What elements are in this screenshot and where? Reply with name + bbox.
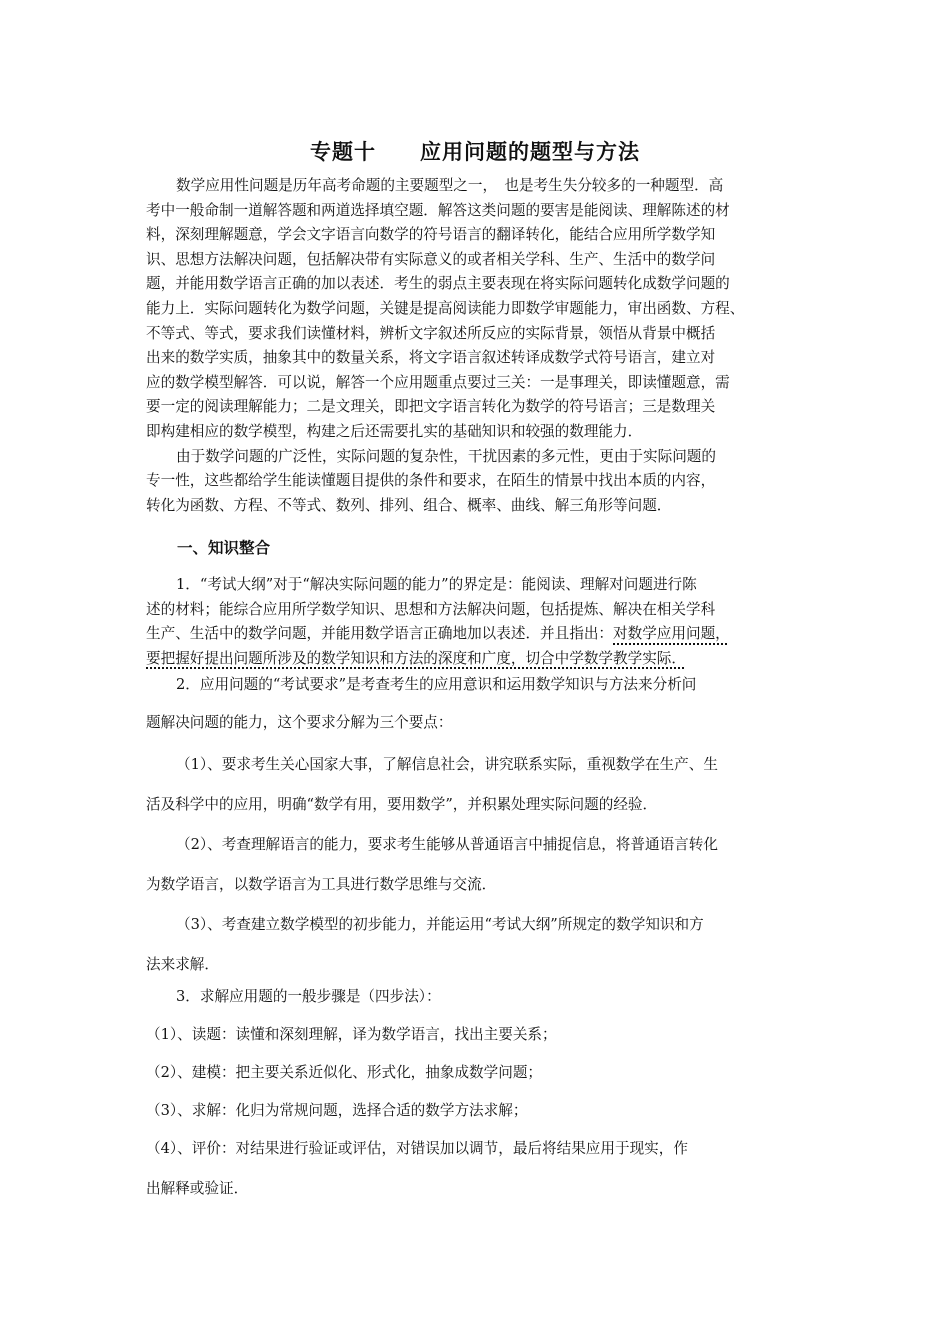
text-line: 数学应用性问题是历年高考命题的主要题型之一， 也是考生失分较多的一种题型．高 [176,177,724,194]
text-line: 为数学语言，以数学语言为工具进行数学思维与交流． [146,876,497,893]
text-line: （2）、建模：把主要关系近似化、形式化，抽象成数学问题； [146,1064,543,1081]
text-line: （3）、求解：化归为常规问题，选择合适的数学方法求解； [146,1102,528,1119]
text-line: 即构建相应的数学模型，构建之后还需要扎实的基础知识和较强的数理能力． [146,422,643,440]
text-line: （4）、评价：对结果进行验证或评估，对错误加以调节，最后将结果应用于现实，作 [146,1140,688,1157]
intro-section [146,174,816,518]
text-fragment: 生产、生活中的数学问题，并能用数学语言正确地加以表述．并且指出： [146,625,614,643]
text-line: 1．“考试大纲”对于“解决实际问题的能力”的界定是：能阅读、理解对问题进行陈 [176,576,697,593]
text-line: 题解决问题的能力，这个要求分解为三个要点： [146,714,453,731]
text-line: 能力上．实际问题转化为数学问题，关键是提高阅读能力即数学审题能力，审出函数、方程、 [146,299,745,317]
text-line: 专一性，这些都给学生能读懂题目提供的条件和要求，在陌生的情景中找出本质的内容， [146,472,716,490]
text-line: 转化为函数、方程、不等式、数列、排列、组合、概率、曲线、解三角形等问题． [146,496,672,514]
text-line: 法来求解． [146,956,219,973]
knowledge-item-3 [146,978,816,1208]
emphasis-text: 要把握好提出问题所涉及的数学知识和方法的深度和广度，切合中学数学教学实际． [146,649,686,667]
text-line: 要一定的阅读理解能力；二是文理关，即把文字语言转化为数学的符号语言；三是数理关 [146,398,716,416]
text-line: 述的材料；能综合应用所学数学知识、思想和方法解决问题，包括提炼、解决在相关学科 [146,600,716,618]
section-heading: 一、知识整合 [177,539,271,557]
knowledge-item-1 [146,573,816,671]
text-line: 由于数学问题的广泛性，实际问题的复杂性，干扰因素的多元性，更由于实际问题的 [176,447,716,465]
text-line: 不等式、等式，要求我们读懂材料，辨析文字叙述所反应的实际背景，领悟从背景中概括 [146,324,716,342]
text-line: （2）、考查理解语言的能力，要求考生能够从普通语言中捕捉信息，将普通语言转化 [176,836,718,853]
knowledge-item-2 [146,666,816,984]
text-line: （1）、要求考生关心国家大事，了解信息社会，讲究联系实际，重视数学在生产、生 [176,756,718,773]
text-line: 考中一般命制一道解答题和两道选择填空题．解答这类问题的要害是能阅读、理解陈述的材 [146,201,730,219]
text-line: 识、思想方法解决问题，包括解决带有实际意义的或者相关学科、生产、生活中的数学问 [146,250,716,268]
text-line: 出解释或验证． [146,1180,249,1197]
text-line: 3．求解应用题的一般步骤是（四步法）： [176,988,441,1005]
text-line: 料，深刻理解题意，学会文字语言向数学的符号语言的翻译转化，能结合应用所学数学知 [146,226,716,244]
text-line: 应的数学模型解答．可以说，解答一个应用题重点要过三关：一是事理关，即读懂题意，需 [146,373,730,391]
text-line: （3）、考查建立数学模型的初步能力，并能运用“考试大纲”所规定的数学知识和方 [176,916,704,933]
text-line: （1）、读题：读懂和深刻理解，译为数学语言，找出主要关系； [146,1026,557,1043]
page-title: 专题十 应用问题的题型与方法 [310,140,640,164]
text-line: 出来的数学实质，抽象其中的数量关系，将文字语言叙述转译成数学式符号语言，建立对 [146,349,716,367]
text-line: 题，并能用数学语言正确的加以表述．考生的弱点主要表现在将实际问题转化成数学问题的 [146,275,730,293]
text-line: 2．应用问题的“考试要求”是考查考生的应用意识和运用数学知识与方法来分析问 [176,676,697,693]
emphasis-text: 对数学应用问题， [613,625,730,643]
text-line: 活及科学中的应用，明确“数学有用，要用数学”，并积累处理实际问题的经验． [146,796,658,813]
text-line [146,622,816,647]
